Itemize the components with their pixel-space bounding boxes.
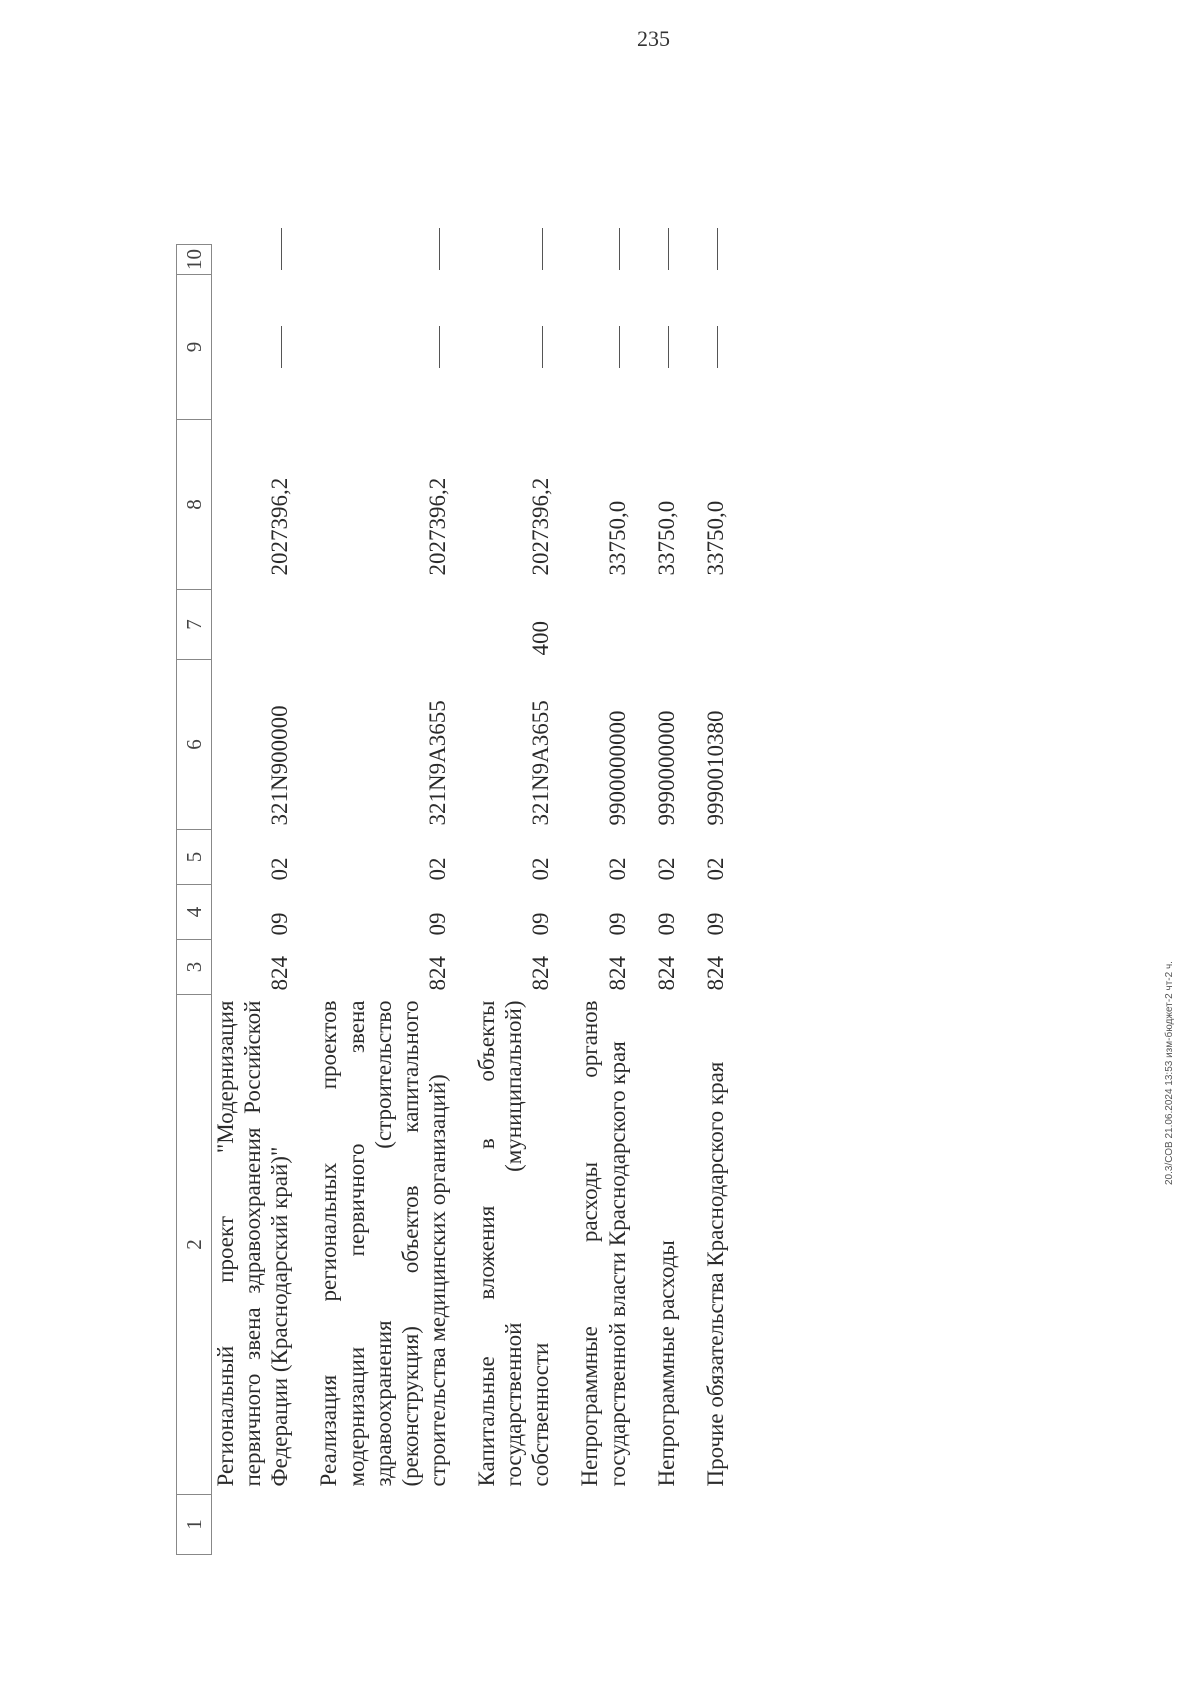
cell-col-10-dash xyxy=(212,245,294,275)
cell-col-8: 33750,0 xyxy=(604,500,630,576)
dash-mark xyxy=(668,229,669,271)
budget-table xyxy=(176,244,729,1555)
cell-col-6: 321N9A3655 xyxy=(424,700,450,826)
header-col-8: 8 xyxy=(177,420,212,590)
cell-col-4: 09 xyxy=(424,912,450,936)
cell-col-10-dash xyxy=(702,245,729,275)
dash-mark xyxy=(542,326,543,368)
header-col-3: 3 xyxy=(177,940,212,995)
cell-col-6: 9990000000 xyxy=(653,710,679,826)
cell-col-4: 09 xyxy=(267,912,293,936)
cell-col-7 xyxy=(653,590,680,660)
cell-col-6: 321N900000 xyxy=(267,705,293,826)
cell-col-3: 824 xyxy=(653,956,679,991)
table-row xyxy=(702,245,729,1555)
cell-col-7: 400 xyxy=(528,621,554,656)
cell-col-3: 824 xyxy=(267,956,293,991)
table-row xyxy=(212,245,294,1555)
table-row xyxy=(653,245,680,1555)
dash-mark xyxy=(439,229,440,271)
cell-col-8: 2027396,2 xyxy=(528,477,554,576)
cell-col-10-dash xyxy=(576,245,630,275)
table-row xyxy=(315,245,451,1555)
dash-mark xyxy=(619,229,620,271)
cell-col-3: 824 xyxy=(528,956,554,991)
header-col-5: 5 xyxy=(177,830,212,885)
table-row xyxy=(473,245,554,1555)
dash-mark xyxy=(439,326,440,368)
header-col-9: 9 xyxy=(177,275,212,420)
header-col-6: 6 xyxy=(177,660,212,830)
header-col-10: 10 xyxy=(177,245,212,275)
cell-col-3: 824 xyxy=(702,956,728,991)
dash-mark xyxy=(717,326,718,368)
cell-col-7 xyxy=(212,590,294,660)
cell-col-4: 09 xyxy=(528,912,554,936)
header-col-1: 1 xyxy=(177,1495,212,1555)
rotated-document xyxy=(176,245,1074,1555)
cell-col-8: 33750,0 xyxy=(653,500,679,576)
header-col-2: 2 xyxy=(177,995,212,1495)
row-name: Непрограммные расходы xyxy=(653,1240,679,1487)
dash-mark xyxy=(717,229,718,271)
cell-col-3: 824 xyxy=(424,956,450,991)
cell-col-9-dash xyxy=(473,275,554,420)
row-name: Прочие обязательства Краснодарского края xyxy=(702,1061,728,1487)
row-name: Реализация региональных проектов модернизации первичного звена здравоохранения (строительство (реконструкция) объектов капитального строительства медицинских организаций) xyxy=(316,1000,450,1487)
row-name: Непрограммные расходы органов государственной власти Краснодарского края xyxy=(577,1000,630,1487)
cell-col-7 xyxy=(576,590,630,660)
row-name: Капитальные вложения в объекты государственной (муниципальной) собственности xyxy=(474,1000,554,1487)
cell-col-6: 9990010380 xyxy=(702,710,728,826)
dash-mark xyxy=(619,326,620,368)
cell-col-5: 02 xyxy=(702,857,728,881)
cell-col-9-dash xyxy=(576,275,630,420)
dash-mark xyxy=(281,326,282,368)
cell-col-10-dash xyxy=(315,245,451,275)
dash-mark xyxy=(542,229,543,271)
header-col-4: 4 xyxy=(177,885,212,940)
row-name: Региональный проект "Модернизация первичного звена здравоохранения Российской Федерации (Краснодарский край)" xyxy=(213,1000,293,1487)
cell-col-9-dash xyxy=(212,275,294,420)
cell-col-7 xyxy=(702,590,729,660)
cell-col-4: 09 xyxy=(604,912,630,936)
cell-col-4: 09 xyxy=(702,912,728,936)
cell-col-3: 824 xyxy=(604,956,630,991)
cell-col-8: 2027396,2 xyxy=(267,477,293,576)
cell-col-8: 33750,0 xyxy=(702,500,728,576)
cell-col-10-dash xyxy=(653,245,680,275)
cell-col-5: 02 xyxy=(424,857,450,881)
cell-col-5: 02 xyxy=(267,857,293,881)
cell-col-10-dash xyxy=(473,245,554,275)
table-header-row xyxy=(177,245,212,1555)
footer-code: 20.3/СОВ 21.06.2024 13:53 изм-бюджет-2 чт-2 ч. xyxy=(1164,961,1175,1185)
cell-col-8: 2027396,2 xyxy=(424,477,450,576)
cell-col-9-dash xyxy=(702,275,729,420)
dash-mark xyxy=(281,229,282,271)
cell-col-6: 321N9A3655 xyxy=(528,700,554,826)
cell-col-9-dash xyxy=(653,275,680,420)
cell-col-9-dash xyxy=(315,275,451,420)
cell-col-4: 09 xyxy=(653,912,679,936)
page-number: 235 xyxy=(637,26,670,51)
dash-mark xyxy=(668,326,669,368)
table-row xyxy=(576,245,630,1555)
header-col-7: 7 xyxy=(177,590,212,660)
cell-col-5: 02 xyxy=(653,857,679,881)
cell-col-5: 02 xyxy=(604,857,630,881)
cell-col-7 xyxy=(315,590,451,660)
cell-col-5: 02 xyxy=(528,857,554,881)
cell-col-6: 9900000000 xyxy=(604,710,630,826)
